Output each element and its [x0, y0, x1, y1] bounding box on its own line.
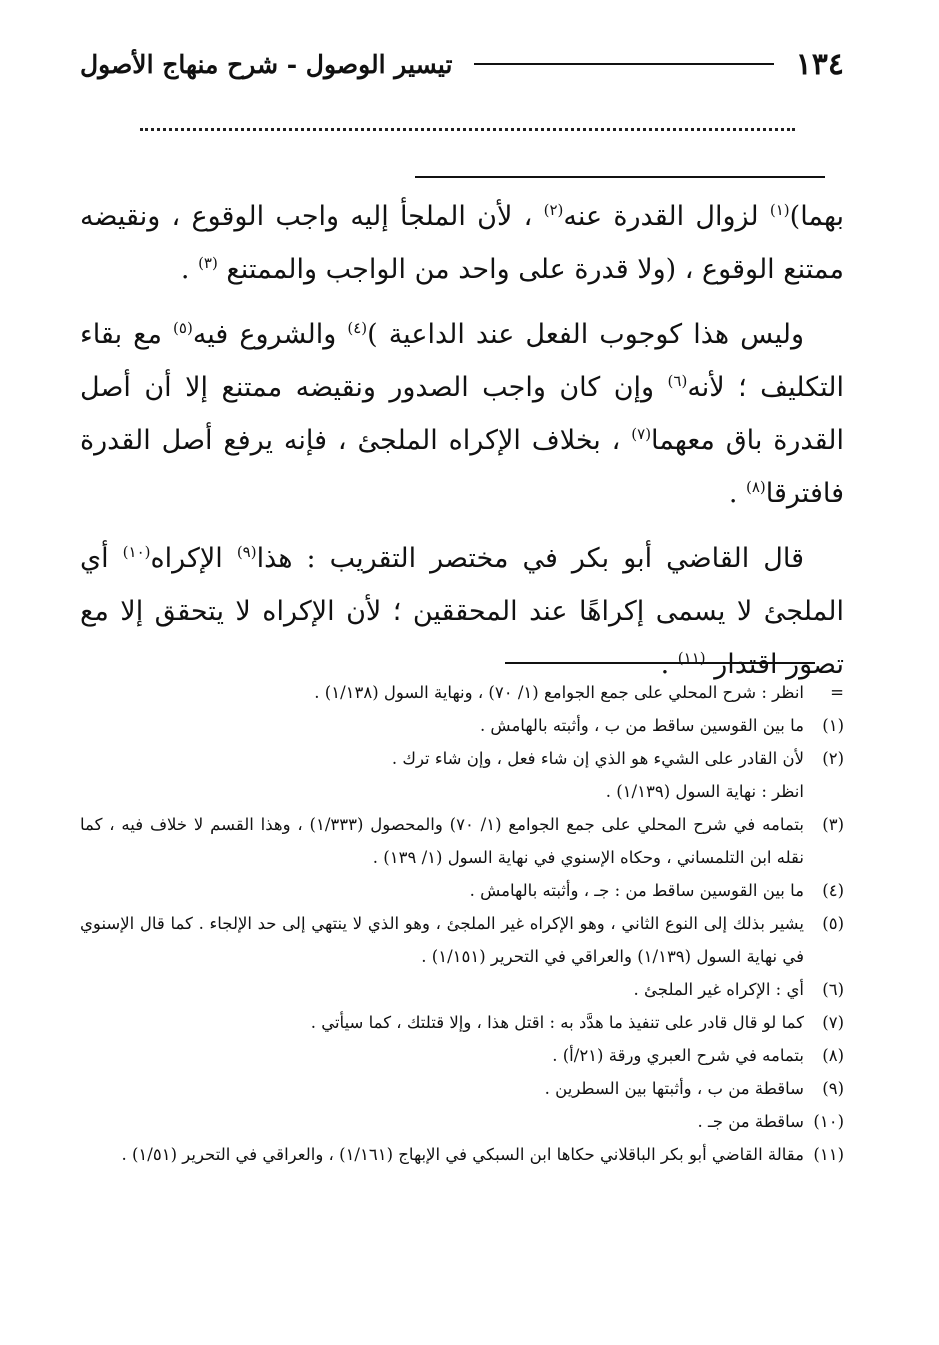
footnotes: [80, 676, 844, 1171]
footnote-marker: (٧): [631, 425, 652, 443]
footnote: [80, 973, 844, 1006]
footnote-marker: (١٠): [122, 543, 151, 561]
footnote-number: (٨): [822, 1046, 844, 1065]
footnote: [80, 1138, 844, 1171]
main-text: [80, 190, 844, 703]
footnote-text: أي : الإكراه غير الملجئ .: [633, 980, 804, 999]
text-run: ، لأن الملجأ إليه واجب الوقوع ، ونقيضه ممتنع الوقوع ، (ولا قدرة على واحد من الواجب والممتنع: [80, 201, 844, 285]
text-run: ، بخلاف الإكراه الملجئ ، فإنه يرفع أصل القدرة فافترقا: [80, 425, 844, 509]
text-run: وليس هذا كوجوب الفعل عند الداعية ): [367, 319, 804, 350]
footnote-marker: (٨): [746, 478, 766, 496]
footnote-marker: (٢): [543, 201, 564, 219]
footnote-marker: (٥): [173, 319, 193, 337]
footnote-text: ساقطة من ب ، وأثبتها بين السطرين .: [544, 1079, 804, 1098]
text-run: .: [728, 478, 746, 509]
footnote: [80, 676, 844, 709]
footnote-number: (٦): [822, 980, 844, 999]
footnote: [80, 1039, 844, 1072]
footnote-text: يشير بذلك إلى النوع الثاني ، وهو الإكراه غير الملجئ ، وهو الذي لا ينتهي إلى حد الإلجاء . كما قال الإسنوي في نهاية السول (١/١٣٩) والعراقي في التحرير (١/١٥١) .: [80, 914, 804, 966]
footnote-number: (١٠): [813, 1112, 844, 1131]
body-paragraph: [80, 532, 844, 691]
footnote-text: لأن القادر على الشيء هو الذي إن شاء فعل ، وإن شاء ترك .: [391, 749, 804, 768]
footnote-number: (٣): [822, 815, 844, 834]
footnote-number: (٩): [822, 1079, 844, 1098]
footnote-text: ساقطة من جـ .: [697, 1112, 804, 1131]
top-rule: [415, 176, 825, 178]
footnote-text: مقالة القاضي أبو بكر الباقلاني حكاها ابن السبكي في الإبهاج (١/١٦١) ، والعراقي في التحرير (١/٥١) .: [121, 1145, 804, 1164]
footnote-marker: (١١): [677, 649, 706, 667]
text-run: والشروع فيه: [192, 319, 348, 350]
footnote-text: بتمامه في شرح المحلي على جمع الجوامع (١/ ٧٠) والمحصول (١/٣٣٣) ، وهذا القسم لا خلاف فيه ، كما نقله ابن التلمساني ، وحكاه الإسنوي في نهاية السول (١/ ١٣٩) .: [80, 815, 804, 867]
footnote-text: انظر : نهاية السول (١/١٣٩) .: [605, 782, 804, 801]
dotted-separator: [140, 128, 795, 131]
footnote-number: (١): [822, 716, 844, 735]
footnote-marker: (٩): [236, 543, 257, 561]
footnote-number: (١١): [813, 1145, 844, 1164]
text-run: .: [660, 649, 678, 680]
footnote: [80, 1072, 844, 1105]
text-run: لزوال القدرة عنه: [563, 201, 770, 232]
footnote-number: (٢): [822, 749, 844, 768]
footnote-number: (٤): [822, 881, 844, 900]
footnote-number: (٥): [822, 914, 844, 933]
footnote: [80, 907, 844, 973]
text-run: بهما): [789, 201, 844, 232]
footnote-marker: (١): [769, 201, 790, 219]
footnote: [80, 1006, 844, 1039]
text-run: وإن كان واجب الصدور ونقيضه ممتنع إلا أن أصل القدرة باق معهما: [80, 372, 844, 456]
footnote-number: =: [830, 683, 844, 702]
footnote-marker: (٦): [667, 372, 688, 390]
footnote: [80, 742, 844, 775]
body-paragraph: [80, 190, 844, 296]
footnote-text: ما بين القوسين ساقط من : جـ ، وأثبته بالهامش .: [469, 881, 804, 900]
footnote: [80, 808, 844, 874]
text-run: أي الملجئ لا يسمى إكراهًا عند المحققين ؛ لأن الإكراه لا يتحقق إلا مع تصور اقتدار: [80, 543, 844, 680]
text-run: .: [180, 254, 199, 285]
footnote-text: كما لو قال قادر على تنفيذ ما هدَّد به : اقتل هذا ، وإلا قتلتك ، كما سيأتي .: [310, 1013, 804, 1032]
footnote-marker: (٤): [347, 319, 368, 337]
footnote-rule: [505, 662, 815, 664]
body-paragraph: [80, 308, 844, 520]
footnote-text: ما بين القوسين ساقط من ب ، وأثبته بالهامش .: [479, 716, 804, 735]
footnote-text: بتمامه في شرح العبري ورقة (٢١/أ) .: [552, 1046, 804, 1065]
page-number: ١٣٤: [795, 46, 844, 82]
footnote: [80, 1105, 844, 1138]
header-rule: [474, 63, 773, 65]
text-run: مع بقاء التكليف ؛ لأنه: [80, 319, 844, 403]
text-run: قال القاضي أبو بكر في مختصر التقريب : هذا: [256, 543, 804, 574]
footnote: [80, 775, 844, 808]
page-header: [80, 44, 844, 84]
book-title: تيسير الوصول - شرح منهاج الأصول: [80, 49, 453, 79]
footnote: [80, 709, 844, 742]
footnote: [80, 874, 844, 907]
footnote-marker: (٣): [198, 254, 218, 272]
footnote-text: انظر : شرح المحلي على جمع الجوامع (١/ ٧٠) ، ونهاية السول (١/١٣٨) .: [314, 683, 804, 702]
footnote-number: (٧): [822, 1013, 844, 1032]
text-run: الإكراه: [150, 543, 237, 574]
